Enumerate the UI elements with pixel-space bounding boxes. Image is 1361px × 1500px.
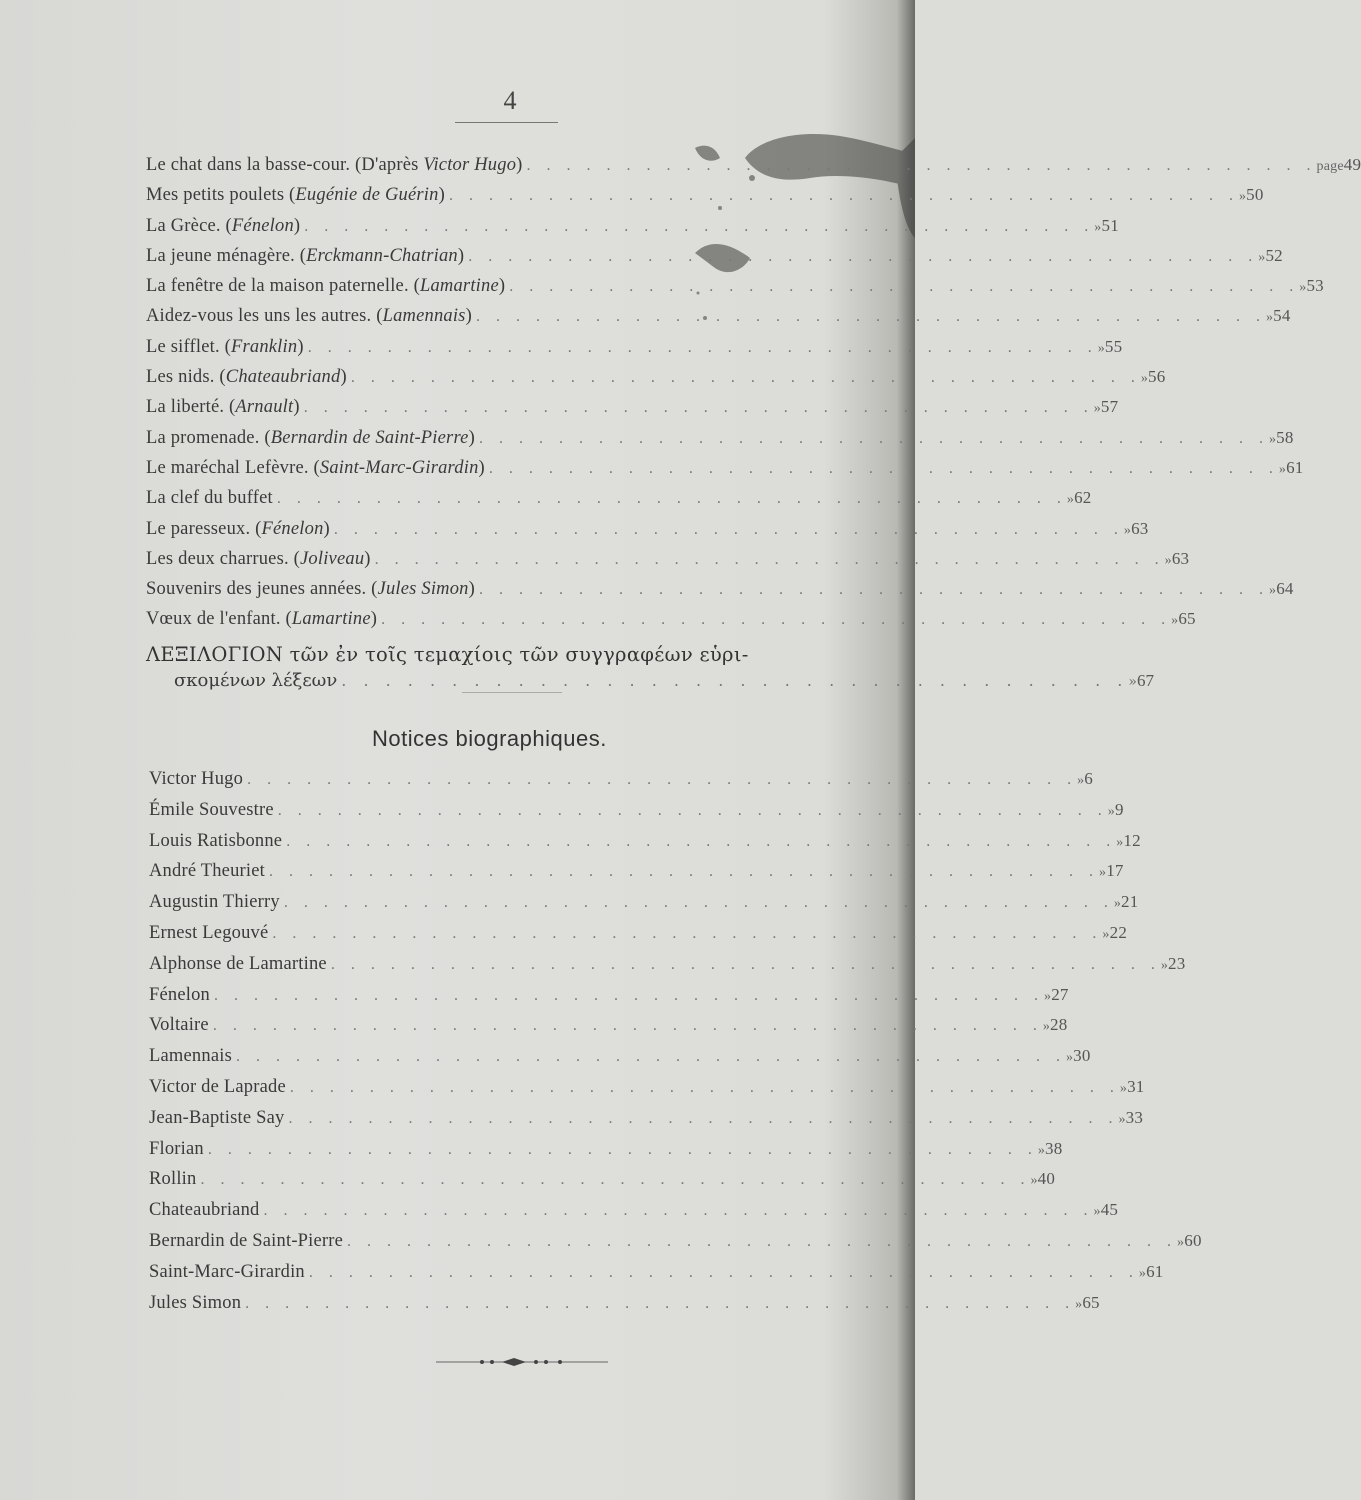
biography-entry xyxy=(149,984,1069,1016)
toc-entry xyxy=(146,397,1119,427)
toc-entry-page: 57 xyxy=(1100,397,1119,417)
biography-entry xyxy=(149,1292,1100,1324)
toc-entry-mark: » xyxy=(1097,340,1105,356)
biography-name: Victor Hugo xyxy=(149,769,244,789)
biography-entry xyxy=(149,1076,1145,1108)
toc-entry-mark: » xyxy=(1265,310,1274,326)
dot-leader: . . . . . . . . . . . . . . . . . . . . . . . . . . . . . . . . . . . . . . . . . . xyxy=(330,955,1161,973)
toc-entry-author: Lamennais xyxy=(382,306,466,327)
biography-name: Fénelon xyxy=(149,984,211,1005)
toc-entry-page: 50 xyxy=(1246,185,1264,205)
lexicon-entry xyxy=(146,669,1154,700)
toc-entry xyxy=(146,367,1166,397)
dot-leader: . . . . . . . . . . . . . . . . . . . . . . . . . . . . . . . . . . . . . . . . xyxy=(509,278,1300,296)
toc-entry-page: 49 xyxy=(1343,155,1361,174)
biography-entry xyxy=(149,1107,1144,1139)
toc-entry-title: Souvenirs des jeunes années. (Jules Simon) xyxy=(146,579,476,600)
dot-leader: . . . . . . . . . . . . . . . . . . . . . . . . . . . . . . . . . . . . . . . . xyxy=(304,217,1095,235)
toc-entry-author: Chateaubriand xyxy=(225,367,341,388)
section-divider xyxy=(462,692,562,693)
dot-leader: . . . . . . . . . . . . . . . . . . . . . . . . . . . . . . . . . . . . . . . . . . xyxy=(277,801,1108,819)
biography-mark: » xyxy=(1119,1080,1128,1096)
dot-leader: . . . . . . . . . . . . . . . . . . . . . . . . . . . . . . . . . . . . . . . . xyxy=(488,459,1279,477)
toc-entry-title: La jeune ménagère. (Erckmann-Chatrian) xyxy=(146,245,465,266)
page-number: 4 xyxy=(503,86,517,115)
table-of-contents xyxy=(146,155,1361,700)
biography-entry xyxy=(149,1261,1164,1293)
toc-entry-author: Bernardin de Saint-Pierre xyxy=(270,427,469,448)
toc-entry xyxy=(146,518,1149,549)
toc-entry-author: Erckmann-Chatrian xyxy=(306,245,458,266)
biography-mark: » xyxy=(1160,957,1169,973)
dot-leader: . . . . . . . . . . . . . . . . . . . . . . . . . . . . . . . . . . . . . . . . . . xyxy=(283,894,1114,912)
biography-page: 23 xyxy=(1168,953,1186,973)
biography-entry xyxy=(149,922,1128,954)
toc-entry-title: Les deux charrues. (Joliveau) xyxy=(146,548,371,569)
toc-entry-page: 61 xyxy=(1286,457,1304,477)
toc-entry-title: Mes petits poulets (Eugénie de Guérin) xyxy=(146,185,445,206)
dot-leader: . . . . . . . . . . . . . . . . . . . . . . . . . . . . . . . . . . . . . . . . . . xyxy=(288,1109,1119,1127)
bio-heading: Notices biographiques. xyxy=(372,726,607,751)
toc-entry-mark: » xyxy=(1299,280,1307,296)
biography-page: 12 xyxy=(1123,830,1141,850)
toc-entry-mark: » xyxy=(1094,219,1102,235)
dot-leader: . . . . . . . . . . . . . . . . . . . . . . . . . . . . . . . . . . . . . . . . . . xyxy=(308,1263,1139,1281)
dot-leader: . . . . . . . . . . . . . . . . . . . . . . . . . . . . . . . . . . . . . . . . . . xyxy=(245,1294,1076,1312)
biography-page: 27 xyxy=(1051,984,1069,1004)
biography-entry xyxy=(149,1200,1119,1231)
biography-page: 9 xyxy=(1114,799,1124,819)
toc-entry xyxy=(146,306,1291,336)
toc-entry-page: 56 xyxy=(1148,367,1166,387)
dot-leader: . . . . . . . . . . . . . . . . . . . . . . . . . . . . . . . . . . . . . . . . . . xyxy=(347,1232,1178,1250)
biography-entry xyxy=(149,769,1093,800)
lexicon-page: 67 xyxy=(1136,670,1154,690)
dot-leader: . . . . . . . . . . . . . . . . . . . . . . . . . . . . . . . . . . . . . . . . . . xyxy=(214,986,1045,1004)
biography-name: Alphonse de Lamartine xyxy=(149,953,327,974)
biography-page: 60 xyxy=(1184,1230,1202,1250)
biography-mark: » xyxy=(1030,1173,1038,1189)
toc-entry-page: 55 xyxy=(1104,336,1123,356)
biography-page: 6 xyxy=(1084,769,1093,788)
toc-entry-mark: » xyxy=(1066,492,1075,508)
biography-page: 28 xyxy=(1050,1015,1068,1035)
toc-entry-page: 65 xyxy=(1178,609,1196,629)
biography-name: Jean-Baptiste Say xyxy=(149,1107,285,1128)
ornament-divider-icon xyxy=(436,1352,608,1372)
biography-page: 17 xyxy=(1106,861,1124,881)
toc-entry-mark: » xyxy=(1164,552,1172,568)
lexicon-mark: » xyxy=(1128,673,1137,690)
toc-entry-author: Eugénie de Guérin xyxy=(295,185,439,206)
toc-entry-mark: » xyxy=(1238,189,1247,205)
biography-index xyxy=(149,769,1202,1323)
toc-entry-title: Le chat dans la basse-cour. (D'après Victor Hugo) xyxy=(146,155,523,175)
biography-entry xyxy=(149,861,1124,892)
toc-entry-mark: » xyxy=(1258,249,1266,265)
dot-leader: . . . . . . . . . . . . . . . . . . . . . . . . . . . . . . . . . . . . . . . . . . xyxy=(200,1171,1031,1189)
dot-leader: . . . . . . . . . . . . . . . . . . . . . . . . . . . . . . . . . . . . . . . . xyxy=(303,399,1094,417)
biography-mark: » xyxy=(1107,803,1115,819)
toc-entry-title: La Grèce. (Fénelon) xyxy=(146,215,301,236)
toc-entry-title: Vœux de l'enfant. (Lamartine) xyxy=(146,609,378,630)
toc-entry xyxy=(146,336,1123,367)
biography-entry xyxy=(149,1138,1063,1170)
biography-name: Jules Simon xyxy=(149,1292,242,1313)
biography-entry xyxy=(149,953,1186,985)
toc-entry-title: La liberté. (Arnault) xyxy=(146,397,300,418)
toc-entry-author: Franklin xyxy=(230,336,298,357)
biography-page: 38 xyxy=(1045,1138,1063,1158)
toc-entry xyxy=(146,185,1264,215)
biography-name: Lamennais xyxy=(149,1046,232,1067)
biography-mark: » xyxy=(1138,1265,1147,1281)
toc-entry-title: La promenade. (Bernardin de Saint-Pierre) xyxy=(146,427,475,448)
dot-leader: . . . . . . . . . . . . . . . . . . . . . . . . . . . . . . . . . . . . . . . . xyxy=(374,550,1165,568)
biography-mark: » xyxy=(1037,1142,1046,1158)
biography-mark: » xyxy=(1099,865,1107,881)
toc-entry-page: 58 xyxy=(1276,427,1294,447)
biography-name: Voltaire xyxy=(149,1015,209,1036)
biography-name: Émile Souvestre xyxy=(149,799,274,820)
dot-leader: . . . . . . . . . . . . . . . . . . . . . . . . . . . . . . . . . . . . . . . . xyxy=(276,490,1067,508)
toc-entry-mark: page xyxy=(1316,159,1344,174)
dot-leader: . . . . . . . . . . . . . . . . . . . . . . . . . . . . . . . . . . . . . . . . xyxy=(350,369,1141,387)
toc-entry-author: Lamartine xyxy=(291,609,371,630)
dot-leader: . . . . . . . . . . . . . . . . . . . . . . . . . . . . . . . . . . . . . . . . . . xyxy=(212,1017,1043,1035)
biography-page: 40 xyxy=(1037,1169,1056,1189)
biography-name: Louis Ratisbonne xyxy=(149,830,283,851)
biography-mark: » xyxy=(1118,1111,1126,1127)
biography-name: Victor de Laprade xyxy=(149,1076,286,1097)
toc-entry xyxy=(146,276,1324,306)
toc-entry-page: 52 xyxy=(1265,245,1283,265)
biography-name: Ernest Legouvé xyxy=(149,922,269,943)
toc-entry-title: La clef du buffet xyxy=(146,488,273,509)
biography-mark: » xyxy=(1102,926,1110,942)
biography-entry xyxy=(149,1230,1202,1262)
biography-page: 45 xyxy=(1100,1200,1119,1220)
dot-leader: . . . . . . . . . . . . . . . . . . . . . . . . . . . . . . . . . . . . . . . . xyxy=(479,581,1270,599)
toc-entry-author: Victor Hugo xyxy=(423,155,517,175)
biography-entry xyxy=(149,1169,1056,1200)
biography-page: 30 xyxy=(1073,1046,1091,1066)
biography-entry xyxy=(149,892,1139,923)
biography-mark: » xyxy=(1075,1296,1083,1312)
dot-leader: . . . . . . . . . . . . . . . . . . . . . . . . . . . . . . . . . . . . . . . . xyxy=(333,520,1124,538)
toc-entry-author: Fénelon xyxy=(261,518,324,539)
biography-mark: » xyxy=(1177,1234,1185,1250)
toc-entry-title: Aidez-vous les uns les autres. (Lamennais) xyxy=(146,306,472,327)
toc-entry-page: 64 xyxy=(1276,579,1294,599)
toc-entry xyxy=(146,457,1304,488)
toc-entry-page: 62 xyxy=(1074,488,1092,508)
dot-leader: . . . . . . . . . . . . . . . . . . . . . . . . . . . . . . . . . . . . . . . . . . xyxy=(286,832,1117,850)
dot-leader: . . . . . . . . . . . . . . . . . . . . . . . . . . . . . . . . . . . . . . . . xyxy=(475,308,1266,326)
toc-entry-author: Joliveau xyxy=(300,548,365,569)
biography-page: 33 xyxy=(1125,1107,1144,1127)
toc-entry-page: 63 xyxy=(1171,548,1190,568)
dot-leader: . . . . . . . . . . . . . . . . . . . . . . . . . . . . . . . . . . . . . . . . . . xyxy=(269,863,1099,881)
toc-entry-mark: » xyxy=(1093,401,1101,417)
dot-leader: . . . . . . . . . . . . . . . . . . . . . . . . . . . . . . . . . . . . . . . . . . xyxy=(207,1140,1038,1158)
biography-name: Bernardin de Saint-Pierre xyxy=(149,1230,344,1251)
toc-entry xyxy=(146,215,1119,246)
toc-entry-mark: » xyxy=(1269,583,1277,599)
toc-entry-author: Fénelon xyxy=(231,215,294,236)
toc-entry xyxy=(146,427,1294,458)
toc-entry-mark: » xyxy=(1171,613,1179,629)
biography-name: Saint-Marc-Girardin xyxy=(149,1261,305,1282)
lexicon-continuation: σκομένων λέξεων xyxy=(174,669,338,691)
dot-leader: . . . . . . . . . . . . . . . . . . . . . . . . . . . . . . . . . . . . . . . . xyxy=(468,247,1259,265)
biography-mark: » xyxy=(1116,834,1124,850)
biography-mark: » xyxy=(1093,1204,1101,1220)
toc-entry-page: 51 xyxy=(1101,215,1119,235)
toc-entry-mark: » xyxy=(1268,431,1277,447)
dot-leader: . . . . . . . . . . . . . . . . . . . . . . . . . . . . . . . . . . . . . . . . xyxy=(307,338,1098,356)
dot-leader: . . . . . . . . . . . . . . . . . . . . . . . . . . . . . . . . . . . . . . . . . . xyxy=(272,924,1103,942)
toc-entry-mark: » xyxy=(1140,371,1149,387)
toc-entry xyxy=(146,245,1283,276)
toc-entry-title: Le maréchal Lefèvre. (Saint-Marc-Girardin) xyxy=(146,457,485,478)
toc-entry-title: Le sifflet. (Franklin) xyxy=(146,336,304,357)
biography-page: 65 xyxy=(1082,1292,1100,1312)
toc-entry-author: Jules Simon xyxy=(377,579,469,600)
toc-entry-page: 63 xyxy=(1131,518,1149,538)
biography-mark: » xyxy=(1042,1019,1051,1035)
toc-entry-author: Lamartine xyxy=(419,276,499,297)
dot-leader: . . . . . . . . . . . . . . . . . . . . . . . . . . . . . . . . . . . . . . . . xyxy=(526,157,1317,174)
biography-entry xyxy=(149,1015,1068,1046)
toc-entry xyxy=(146,155,1361,185)
biography-mark: » xyxy=(1044,988,1052,1004)
dot-leader: . . . . . . . . . . . . . . . . . . . . . . . . . . . . . . . . . . . . . . . . xyxy=(381,611,1172,629)
biography-entry xyxy=(149,830,1141,862)
biography-name: Augustin Thierry xyxy=(149,892,280,913)
page-number-rule xyxy=(455,122,558,123)
toc-entry-mark: » xyxy=(1278,461,1287,477)
dot-leader: . . . . . . . . . . . . . . . . . . . . . . . . . . . . . . . . . . . . . . . . . . xyxy=(289,1078,1120,1096)
toc-entry-title: La fenêtre de la maison paternelle. (Lamartine) xyxy=(146,276,506,297)
biography-mark: » xyxy=(1065,1050,1074,1066)
biography-page: 61 xyxy=(1146,1261,1164,1281)
toc-entry-page: 53 xyxy=(1306,276,1324,296)
biography-page: 31 xyxy=(1127,1076,1145,1096)
toc-entry-author: Saint-Marc-Girardin xyxy=(319,457,479,478)
biography-page: 21 xyxy=(1121,892,1139,912)
toc-entry xyxy=(146,488,1092,518)
toc-entry-page: 54 xyxy=(1273,306,1291,326)
dot-leader: . . . . . . . . . . . . . . . . . . . . . . . . . . . . . . . . . . . . . . . . . . xyxy=(263,1202,1094,1220)
dot-leader: . . . . . . . . . . . . . . . . . . . . . . . . . . . . . . . . . . . . . . . . xyxy=(478,429,1269,447)
toc-entry xyxy=(146,579,1294,609)
dot-leader: . . . . . . . . . . . . . . . . . . . . . . . . . . . . . . . . . . . . . . . . . . xyxy=(247,771,1078,788)
toc-entry-mark: » xyxy=(1123,522,1132,538)
biography-name: André Theuriet xyxy=(149,861,265,882)
biography-entry xyxy=(149,1046,1091,1077)
toc-entry xyxy=(146,609,1196,639)
dot-leader: . . . . . . . . . . . . . . . . . . . . . . . . . . . . . . . . . . . . . . . . . . xyxy=(235,1048,1066,1066)
toc-entry xyxy=(146,548,1190,579)
toc-entry-title: Les nids. (Chateaubriand) xyxy=(146,367,347,388)
biography-name: Chateaubriand xyxy=(149,1200,260,1221)
toc-entry-title: Le paresseux. (Fénelon) xyxy=(146,518,330,539)
biography-mark: » xyxy=(1077,773,1085,788)
biography-page: 22 xyxy=(1109,922,1128,942)
lexicon-title: ΛΕΞΙΛΟΓΙΟΝ τῶν ἐν τοῖς τεμαχίοις τῶν συγγραφέων εὑρι- xyxy=(146,642,749,666)
biography-name: Florian xyxy=(149,1138,204,1159)
biography-entry xyxy=(149,799,1124,831)
dot-leader: . . . . . . . . . . . . . . . . . . . . . . . . . . . . . . . . . . . . . . . . xyxy=(448,187,1239,205)
biography-mark: » xyxy=(1113,896,1122,912)
biography-name: Rollin xyxy=(149,1169,197,1190)
toc-entry-author: Arnault xyxy=(235,397,294,418)
dot-leader: . . . . . . . . . . . . . . . . . . . . . . . . . . . . . . . . . . . . xyxy=(341,670,1129,690)
